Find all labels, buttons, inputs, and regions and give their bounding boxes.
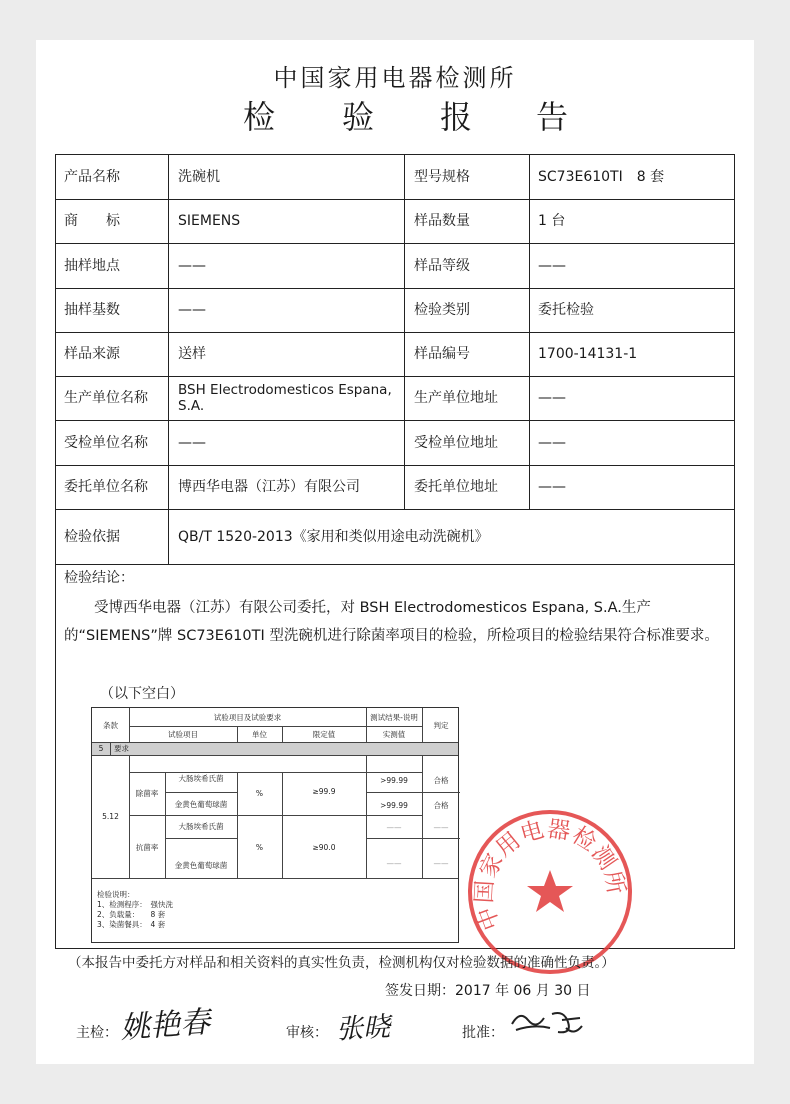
label-sample-number: 样品编号 (414, 346, 470, 362)
unit-1: % (255, 789, 264, 798)
label-inspected-unit: 受检单位名称 (64, 434, 148, 451)
value-brand: SIEMENS (178, 213, 241, 229)
title-char-2: 验 (342, 98, 375, 136)
organism-ecoli-1: 大肠埃希氏菌 (178, 774, 224, 783)
label-client: 委托单位名称 (64, 479, 148, 495)
test-note-heading: 检验说明： (97, 890, 135, 899)
measured-1: >99.99 (380, 776, 408, 785)
value-inspected-unit: —— (178, 434, 206, 451)
value-product-name: 洗碗机 (178, 169, 220, 185)
chief-inspector-label: 主检： (76, 1025, 118, 1041)
value-sample-number: 1700-14131-1 (538, 346, 638, 362)
organism-staph-2: 金黄色葡萄球菌 (174, 861, 228, 870)
value-manufacturer: BSH Electrodomesticos Espana, S.A. (178, 382, 392, 414)
label-basis: 检验依据 (64, 528, 120, 545)
measured-3: —— (386, 823, 402, 832)
measured-4: —— (386, 859, 402, 868)
clause-number: 5.12 (102, 812, 119, 821)
group-antibacterial: 抗菌率 (135, 843, 159, 852)
verdict-1: 合格 (433, 776, 449, 785)
test-note-1: 1、检测程序： 强快洗 (97, 900, 174, 909)
test-results-table (91, 707, 459, 943)
label-inspection-type: 检验类别 (414, 302, 470, 318)
blank-below-note: （以下空白） (100, 686, 184, 702)
signature-chief: 姚艳春 (119, 1004, 212, 1047)
issue-date-value: 2017 年 06 月 30 日 (455, 983, 591, 999)
value-sample-source: 送样 (178, 346, 206, 362)
value-model: SC73E610TI 8 套 (538, 169, 665, 185)
verdict-3: —— (433, 823, 449, 832)
org-name: 中国家用电器检测所 (273, 64, 517, 92)
test-note-2: 2、负载量： 8 套 (97, 910, 166, 919)
value-sampling-place: —— (178, 257, 206, 274)
issue-date (385, 980, 591, 1000)
th-unit: 单位 (252, 730, 267, 739)
label-manufacturer-address: 生产单位地址 (414, 390, 498, 406)
label-sampling-place: 抽样地点 (64, 257, 120, 274)
th-verdict: 判定 (433, 721, 449, 730)
th-limit: 限定值 (312, 730, 336, 739)
limit-2: ≥90.0 (312, 843, 336, 852)
th-result: 测试结果-说明 (370, 713, 418, 722)
value-sample-grade: —— (538, 257, 566, 274)
label-manufacturer: 生产单位名称 (64, 390, 148, 406)
title-char-3: 报 (440, 98, 473, 136)
measured-2: >99.99 (380, 801, 408, 810)
signature-reviewer: 张晓 (335, 1011, 391, 1046)
signature-approver (506, 1006, 586, 1040)
value-sample-qty: 1 台 (538, 213, 566, 229)
label-client-address: 委托单位地址 (414, 479, 498, 495)
verdict-2: 合格 (433, 801, 449, 810)
label-inspected-unit-address: 受检单位地址 (414, 434, 498, 451)
label-brand: 商 标 (64, 213, 120, 229)
unit-2: % (255, 843, 264, 852)
test-note-3: 3、染菌餐具： 4 套 (97, 920, 166, 929)
conclusion-heading: 检验结论： (64, 570, 134, 586)
limit-1: ≥99.9 (312, 787, 336, 796)
issue-date-label: 签发日期： (385, 983, 455, 999)
label-sample-source: 样品来源 (64, 346, 120, 362)
label-sampling-base: 抽样基数 (64, 302, 120, 318)
th-items-req: 试验项目及试验要求 (213, 713, 282, 722)
label-sample-qty: 样品数量 (414, 213, 470, 229)
th-measured: 实测值 (382, 730, 406, 739)
label-product-name: 产品名称 (64, 169, 120, 185)
title-char-4: 告 (536, 98, 569, 136)
label-sample-grade: 样品等级 (414, 257, 470, 274)
th-clause: 条款 (103, 721, 118, 730)
value-sampling-base: —— (178, 302, 206, 318)
value-manufacturer-address: —— (538, 390, 566, 406)
organism-staph-1: 金黄色葡萄球菌 (174, 800, 228, 809)
value-basis: QB/T 1520-2013《家用和类似用途电动洗碗机》 (178, 528, 489, 545)
disclaimer-note: （本报告中委托方对样品和相关资料的真实性负责，检测机构仅对检验数据的准确性负责。） (68, 955, 615, 971)
value-client: 博西华电器（江苏）有限公司 (178, 479, 360, 495)
svg-text:中国家用电器检测所: 中国家用电器检测所 (471, 816, 629, 934)
group-sterilization: 除菌率 (135, 789, 159, 798)
seal-star (527, 870, 573, 912)
value-inspection-type: 委托检验 (538, 302, 594, 318)
conclusion-text: 受博西华电器（江苏）有限公司委托，对 BSH Electrodomesticos Espana, S.A.生产的“SIEMENS”牌 SC73E610TI 型洗碗机进行除菌率项目的检验，所检项目的检验结果符合标准要求。 (64, 600, 719, 644)
title-char-1: 检 (243, 98, 276, 136)
th-item: 试验项目 (168, 730, 198, 739)
value-inspected-unit-address: —— (538, 434, 566, 451)
section-name: 要求 (114, 744, 129, 753)
label-model: 型号规格 (414, 169, 470, 185)
section-no: 5 (98, 744, 104, 753)
reviewer-label: 审核： (286, 1025, 328, 1041)
approver-label: 批准： (462, 1025, 504, 1041)
organism-ecoli-2: 大肠埃希氏菌 (178, 822, 224, 831)
value-client-address: —— (538, 479, 566, 495)
verdict-4: —— (433, 859, 449, 868)
